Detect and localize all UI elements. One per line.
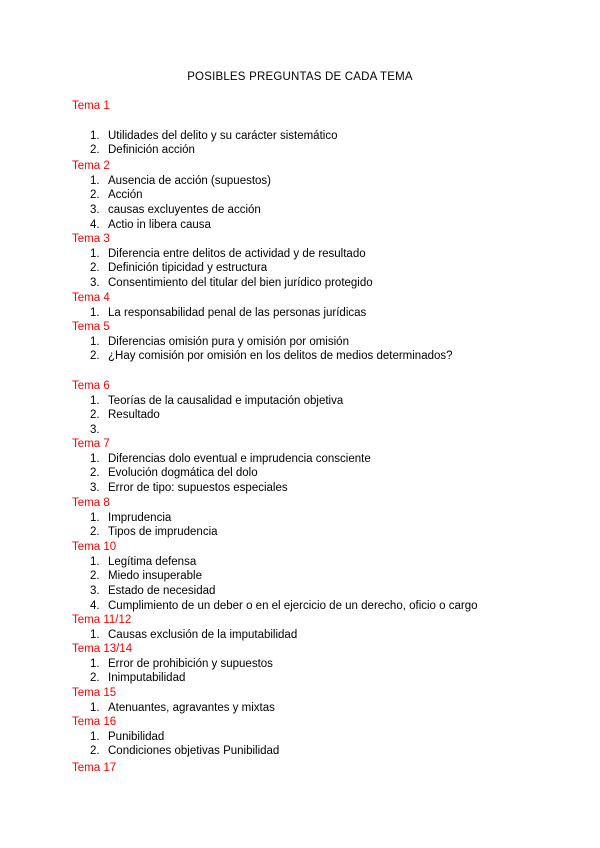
item-text: Teorías de la causalidad e imputación objetiva (108, 394, 344, 407)
item-number: 2. (90, 144, 100, 157)
item-number: 3. (90, 277, 100, 290)
item-number: 1. (90, 555, 100, 568)
question-item (90, 262, 267, 274)
question-item (90, 526, 218, 538)
item-number: 4. (90, 599, 100, 612)
question-item (90, 219, 211, 231)
topic-heading: Tema 10 (72, 541, 117, 553)
topic-heading: Tema 4 (72, 292, 110, 304)
item-number: 3. (90, 585, 100, 598)
item-number: 2. (90, 672, 100, 685)
item-number: 2. (90, 409, 100, 422)
item-text: Condiciones objetivas Punibilidad (108, 745, 280, 758)
question-item (90, 467, 258, 479)
topic-heading: Tema 1 (72, 100, 110, 112)
question-item (90, 731, 164, 743)
item-text: Ausencia de acción (supuestos) (108, 174, 272, 187)
item-number: 2. (90, 467, 100, 480)
question-item (90, 672, 185, 684)
item-text: causas excluyentes de acción (108, 204, 261, 217)
item-text: Diferencia entre delitos de actividad y de resultado (108, 247, 366, 260)
topic-heading: Tema 17 (72, 762, 117, 774)
item-number: 2. (90, 262, 100, 275)
question-item (90, 175, 271, 187)
item-number: 3. (90, 424, 100, 437)
question-item (90, 248, 366, 260)
item-text: Error de tipo: supuestos especiales (108, 482, 288, 495)
item-text: Diferencias dolo eventual e imprudencia consciente (108, 452, 371, 465)
topic-heading: Tema 15 (72, 687, 117, 699)
item-number: 1. (90, 628, 100, 641)
question-item (90, 424, 108, 436)
question-item (90, 556, 196, 568)
item-number: 1. (90, 657, 100, 670)
item-text: Punibilidad (108, 730, 165, 743)
item-text: Legítima defensa (108, 555, 197, 568)
topic-heading: Tema 16 (72, 716, 117, 728)
item-number: 3. (90, 204, 100, 217)
item-text: Error de prohibición y supuestos (108, 657, 273, 670)
item-number: 2. (90, 189, 100, 202)
question-item (90, 745, 279, 757)
question-item (90, 336, 349, 348)
question-item (90, 512, 171, 524)
item-text: Actio in libera causa (108, 218, 211, 231)
item-text: Estado de necesidad (108, 585, 216, 598)
question-item (90, 144, 195, 156)
question-item (90, 570, 202, 582)
item-text: Causas exclusión de la imputabilidad (108, 628, 298, 641)
item-number: 1. (90, 701, 100, 714)
topic-heading: Tema 8 (72, 497, 110, 509)
item-text: Definición acción (108, 144, 195, 157)
item-text: Inimputabilidad (108, 672, 186, 685)
item-number: 1. (90, 394, 100, 407)
item-number: 4. (90, 218, 100, 231)
item-number: 1. (90, 335, 100, 348)
question-item (90, 395, 343, 407)
item-number: 1. (90, 174, 100, 187)
question-item (90, 130, 337, 142)
item-text: Imprudencia (108, 511, 172, 524)
item-number: 2. (90, 350, 100, 363)
question-item (90, 204, 261, 216)
item-text: Consentimiento del titular del bien jurídico protegido (108, 277, 373, 290)
topic-heading: Tema 7 (72, 438, 110, 450)
page-title: POSIBLES PREGUNTAS DE CADA TEMA (187, 71, 413, 83)
question-item (90, 482, 288, 494)
item-number: 1. (90, 452, 100, 465)
question-item (90, 629, 297, 641)
item-number: 1. (90, 511, 100, 524)
item-text: Definición tipicidad y estructura (108, 262, 268, 275)
topic-heading: Tema 2 (72, 160, 110, 172)
question-item (90, 350, 453, 362)
question-item (90, 277, 373, 289)
item-number: 2. (90, 570, 100, 583)
item-number: 1. (90, 129, 100, 142)
item-number: 1. (90, 306, 100, 319)
item-text: Diferencias omisión pura y omisión por omisión (108, 335, 349, 348)
question-item (90, 453, 371, 465)
item-text: Atenuantes, agravantes y mixtas (108, 701, 275, 714)
item-number: 2. (90, 745, 100, 758)
item-text: Acción (108, 189, 143, 202)
item-number: 2. (90, 526, 100, 539)
item-number: 1. (90, 730, 100, 743)
topic-heading: Tema 5 (72, 321, 110, 333)
item-text: Resultado (108, 409, 160, 422)
question-item (90, 585, 215, 597)
topic-heading: Tema 11/12 (72, 614, 132, 626)
topic-heading: Tema 13/14 (72, 643, 133, 655)
topic-heading: Tema 6 (72, 380, 110, 392)
item-text: Tipos de imprudencia (108, 526, 218, 539)
question-item (90, 189, 143, 201)
item-text: Evolución dogmática del dolo (108, 467, 258, 480)
item-number: 1. (90, 247, 100, 260)
item-text: Utilidades del delito y su carácter sistemático (108, 129, 338, 142)
question-item (90, 307, 366, 319)
item-number: 3. (90, 482, 100, 495)
question-item (90, 409, 160, 421)
item-text: Cumplimiento de un deber o en el ejercicio de un derecho, oficio o cargo (108, 599, 478, 612)
item-text: La responsabilidad penal de las personas jurídicas (108, 306, 367, 319)
topic-heading: Tema 3 (72, 233, 110, 245)
question-item (90, 658, 273, 670)
question-item (90, 702, 275, 714)
question-item (90, 600, 478, 612)
item-text: ¿Hay comisión por omisión en los delitos de medios determinados? (108, 350, 453, 363)
item-text: Miedo insuperable (108, 570, 202, 583)
